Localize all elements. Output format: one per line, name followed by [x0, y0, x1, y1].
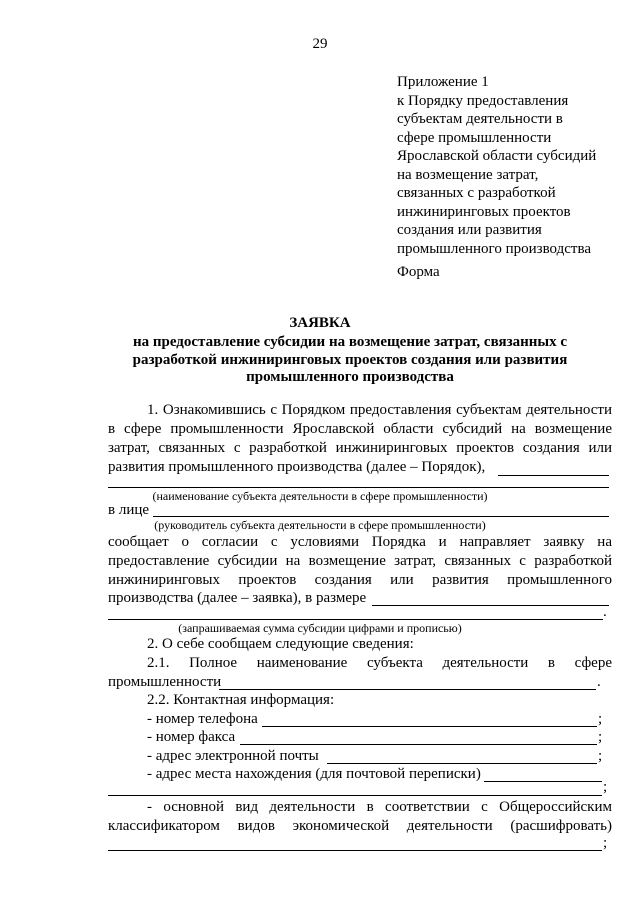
appendix-line: инжиниринговых проектов: [397, 203, 571, 220]
para2-line: предоставление субсидии на возмещение затрат, связанных с разработкой: [108, 553, 612, 569]
appendix-line: на возмещение затрат,: [397, 166, 539, 183]
note-head: (руководитель субъекта деятельности в сфере промышленности): [154, 518, 486, 532]
form-label: Форма: [397, 264, 440, 280]
amount-field-2[interactable]: [108, 619, 603, 620]
semicolon: ;: [598, 729, 603, 745]
fax-label: - номер факса: [147, 729, 236, 745]
contact-info-heading: 2.2. Контактная информация:: [147, 692, 335, 708]
appendix-line: субъектам деятельности в: [397, 111, 563, 127]
phone-label: - номер телефона: [147, 711, 258, 727]
appendix-line: создания или развития: [397, 222, 542, 238]
appendix-line: сфере промышленности: [397, 129, 552, 146]
para1-line: затрат, связанных с разработкой инжиниринговых проектов создания или: [108, 440, 612, 456]
blank-line[interactable]: [498, 475, 609, 476]
activity-field[interactable]: [108, 850, 602, 851]
appendix-line: промышленного производства: [397, 240, 592, 257]
semicolon: ;: [598, 711, 603, 727]
s21-line: промышленности: [108, 674, 222, 690]
appendix-line: Приложение 1: [397, 74, 489, 90]
period: .: [603, 604, 607, 620]
full-name-field[interactable]: [219, 689, 596, 690]
phone-field[interactable]: [262, 726, 597, 727]
period: .: [597, 674, 601, 690]
address-field[interactable]: [484, 781, 602, 782]
semicolon: ;: [603, 779, 608, 795]
appendix-line: Ярославской области субсидий: [397, 148, 597, 164]
appendix-line: к Порядку предоставления: [397, 92, 569, 109]
document-title: ЗАЯВКА: [289, 315, 351, 331]
head-name-field[interactable]: [153, 516, 609, 517]
para1-line: в сфере промышленности Ярославской области субсидий на возмещение: [108, 421, 612, 437]
document-subtitle: [90, 334, 610, 387]
email-field[interactable]: [327, 763, 597, 764]
address-field-2[interactable]: [108, 795, 602, 796]
page-number: 29: [312, 36, 328, 52]
fax-field[interactable]: [240, 744, 597, 745]
email-label: - адрес электронной почты: [147, 748, 319, 764]
para1-line: развития промышленного производства (далее – Порядок),: [108, 459, 486, 475]
para2-line: сообщает о согласии с условиями Порядка и направляет заявку на: [108, 534, 612, 550]
para2-line: инжиниринговых проектов создания или развития промышленного: [108, 572, 612, 588]
subject-name-field[interactable]: [108, 487, 609, 488]
appendix-line: связанных с разработкой: [397, 185, 556, 201]
para1-line: 1. Ознакомившись с Порядком предоставления субъектам деятельности: [147, 402, 612, 418]
semicolon: ;: [603, 835, 608, 851]
para2-line: производства (далее – заявка), в размере: [108, 590, 367, 606]
activity-line: - основной вид деятельности в соответствии с Общероссийским: [147, 799, 612, 815]
semicolon: ;: [598, 748, 603, 764]
subtitle-line: на предоставление субсидии на возмещение затрат, связанных с: [132, 334, 568, 350]
s21-line: 2.1. Полное наименование субъекта деятельности в сфере: [147, 655, 612, 671]
amount-field[interactable]: [372, 605, 609, 606]
appendix-block: [397, 73, 596, 258]
note-subject-name: (наименование субъекта деятельности в сфере промышленности): [152, 489, 488, 503]
address-label: - адрес места нахождения (для почтовой переписки): [147, 766, 481, 782]
note-amount: (запрашиваемая сумма субсидии цифрами и прописью): [178, 621, 462, 635]
subtitle-line: разработкой инжиниринговых проектов создания или развития: [132, 351, 568, 368]
subtitle-line: промышленного производства: [246, 369, 454, 385]
activity-line: классификатором видов экономической деятельности (расшифровать): [108, 818, 612, 834]
section-2-heading: 2. О себе сообщаем следующие сведения:: [147, 636, 414, 652]
in-person-label: в лице: [108, 502, 150, 518]
